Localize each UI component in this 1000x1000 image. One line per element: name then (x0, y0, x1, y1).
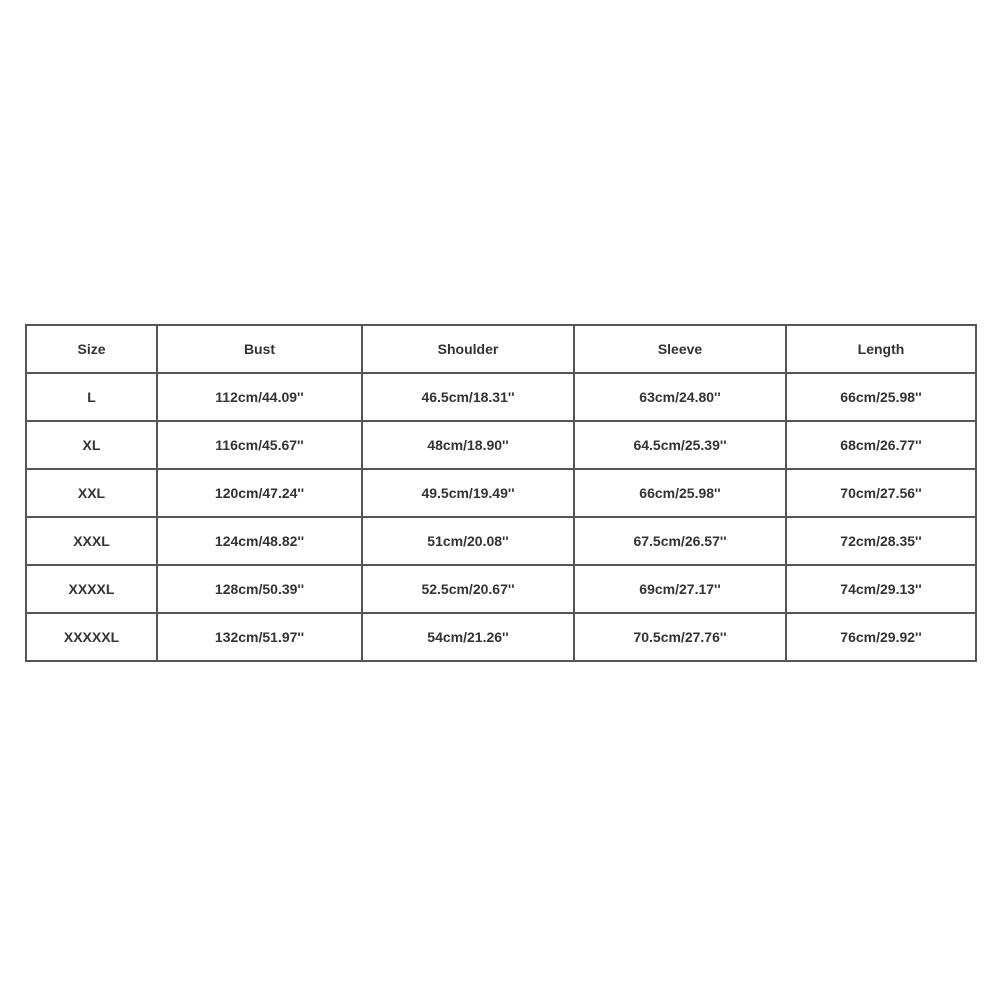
cell-length: 76cm/29.92'' (786, 613, 976, 661)
cell-size: XXL (26, 469, 157, 517)
cell-shoulder: 51cm/20.08'' (362, 517, 574, 565)
header-sleeve: Sleeve (574, 325, 786, 373)
cell-length: 68cm/26.77'' (786, 421, 976, 469)
cell-bust: 116cm/45.67'' (157, 421, 362, 469)
cell-length: 70cm/27.56'' (786, 469, 976, 517)
cell-bust: 120cm/47.24'' (157, 469, 362, 517)
cell-size: XXXXL (26, 565, 157, 613)
cell-shoulder: 54cm/21.26'' (362, 613, 574, 661)
cell-sleeve: 69cm/27.17'' (574, 565, 786, 613)
cell-sleeve: 70.5cm/27.76'' (574, 613, 786, 661)
size-chart-table (25, 324, 977, 662)
table-row (26, 469, 976, 517)
header-bust: Bust (157, 325, 362, 373)
table-row (26, 565, 976, 613)
cell-sleeve: 63cm/24.80'' (574, 373, 786, 421)
cell-sleeve: 64.5cm/25.39'' (574, 421, 786, 469)
cell-sleeve: 67.5cm/26.57'' (574, 517, 786, 565)
cell-size: XL (26, 421, 157, 469)
header-length: Length (786, 325, 976, 373)
table-row (26, 421, 976, 469)
table-row (26, 373, 976, 421)
cell-bust: 128cm/50.39'' (157, 565, 362, 613)
header-size: Size (26, 325, 157, 373)
cell-size: L (26, 373, 157, 421)
table-row (26, 613, 976, 661)
cell-shoulder: 52.5cm/20.67'' (362, 565, 574, 613)
header-shoulder: Shoulder (362, 325, 574, 373)
cell-bust: 132cm/51.97'' (157, 613, 362, 661)
cell-shoulder: 46.5cm/18.31'' (362, 373, 574, 421)
cell-length: 66cm/25.98'' (786, 373, 976, 421)
cell-length: 74cm/29.13'' (786, 565, 976, 613)
table-row (26, 517, 976, 565)
cell-bust: 112cm/44.09'' (157, 373, 362, 421)
cell-size: XXXXXL (26, 613, 157, 661)
cell-length: 72cm/28.35'' (786, 517, 976, 565)
cell-shoulder: 49.5cm/19.49'' (362, 469, 574, 517)
cell-shoulder: 48cm/18.90'' (362, 421, 574, 469)
cell-size: XXXL (26, 517, 157, 565)
cell-bust: 124cm/48.82'' (157, 517, 362, 565)
table-header-row (26, 325, 976, 373)
cell-sleeve: 66cm/25.98'' (574, 469, 786, 517)
